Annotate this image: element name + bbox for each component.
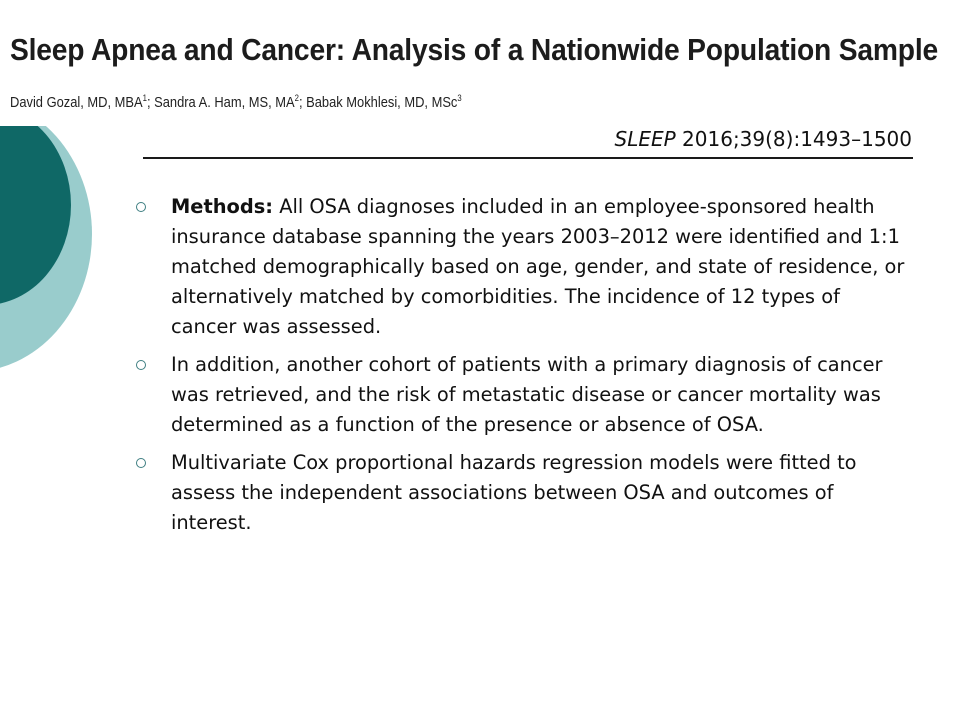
bullet-circle-icon: [136, 360, 146, 370]
bullet-text: All OSA diagnoses included in an employee-sponsored health insurance database spanning the years 2003–2012 were identified and 1:1 matched demographically based on age, gender, and state of residence, or alternatively matched by comorbidities. The incidence of 12 types of cancer was assessed.: [171, 195, 905, 338]
citation-reference: 2016;39(8):1493–1500: [675, 127, 912, 151]
bullet-item: [130, 192, 910, 342]
journal-name: SLEEP: [614, 127, 676, 151]
author: David Gozal, MD, MBA$^1$;: [10, 93, 155, 111]
bullet-text: Multivariate Cox proportional hazards regression models were fitted to assess the independent associations between OSA and outcomes of interest.: [171, 451, 857, 534]
bullet-circle-icon: [136, 202, 146, 212]
divider-line: [143, 157, 913, 159]
slide-title: Sleep Apnea and Cancer: Analysis of a Nationwide Population Sample: [10, 32, 939, 67]
bullet-lead: Methods:: [171, 195, 274, 218]
bullet-item: [130, 350, 910, 440]
citation: [615, 127, 912, 151]
author: Sandra A. Ham, MS, $MA^2$;: [154, 93, 307, 111]
author-list: [10, 93, 462, 111]
bullet-circle-icon: [136, 458, 146, 468]
author: Babak Mokhlesi, MD, MSc$^3$: [306, 93, 462, 111]
bullet-list: [130, 192, 910, 546]
bullet-text: In addition, another cohort of patients with a primary diagnosis of cancer was retrieved, and the risk of metastatic disease or cancer mortality was determined as a function of the presence or absence of OSA.: [171, 353, 883, 436]
bullet-item: [130, 448, 910, 538]
